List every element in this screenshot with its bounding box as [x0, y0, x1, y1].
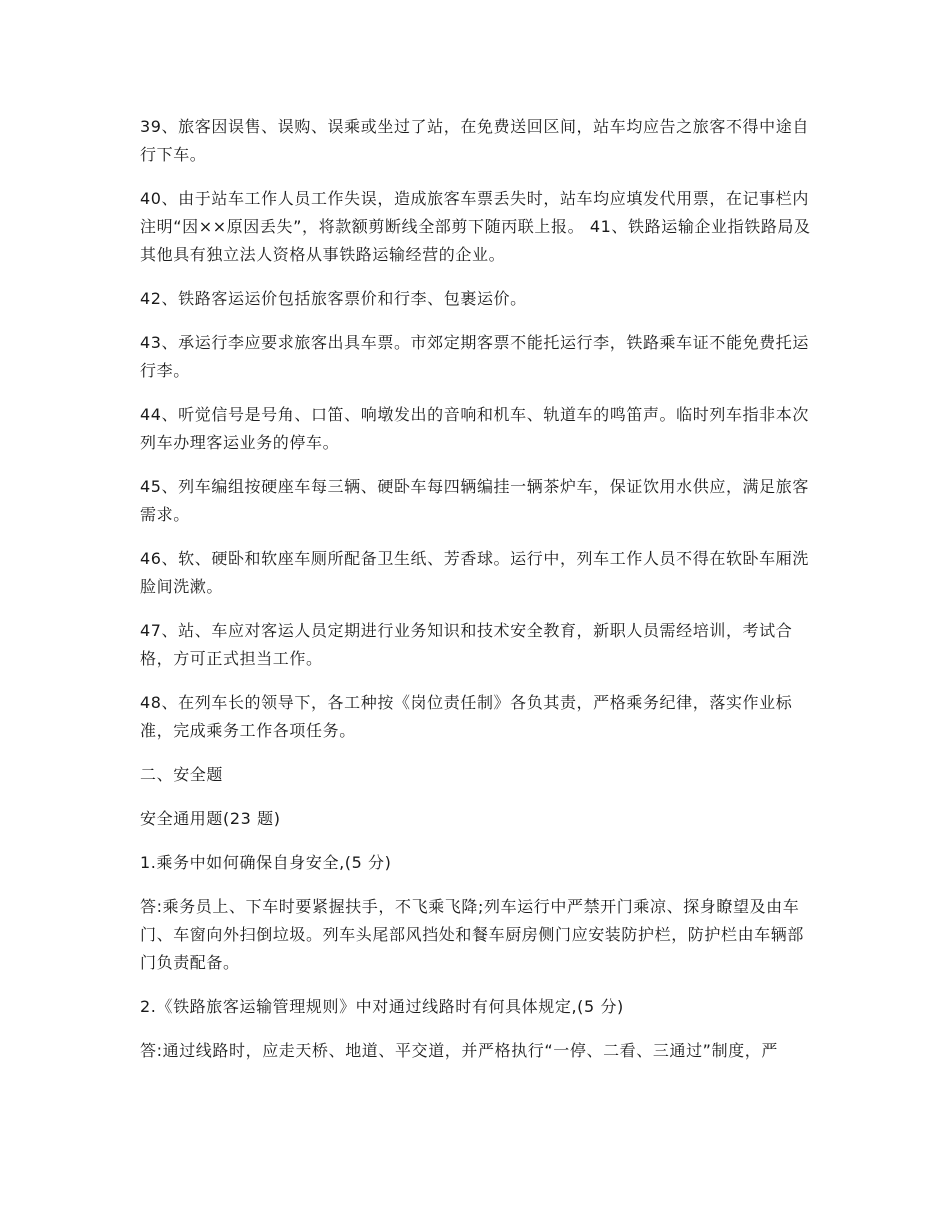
paragraph-43: 43、承运行李应要求旅客出具车票。市郊定期客票不能托运行李，铁路乘车证不能免费托运行李。	[140, 333, 809, 380]
paragraph-47: 47、站、车应对客运人员定期进行业务知识和技术安全教育，新职人员需经培训，考试合格，方可正式担当工作。	[140, 621, 793, 668]
paragraph-40-41: 40、由于站车工作人员工作失误，造成旅客车票丢失时，站车均应填发代用票，在记事栏内注明“因××原因丢失”，将款额剪断线全部剪下随丙联上报。 41、铁路运输企业指铁路局及其他具有独立法人资格从事铁路运输经营的企业。	[140, 189, 811, 264]
paragraph-44: 44、听觉信号是号角、口笛、响墩发出的音响和机车、轨道车的鸣笛声。临时列车指非本次列车办理客运业务的停车。	[140, 405, 809, 452]
question-2: 2.《铁路旅客运输管理规则》中对通过线路时有何具体规定,(5 分)	[140, 997, 624, 1016]
paragraph-45: 45、列车编组按硬座车每三辆、硬卧车每四辆编挂一辆茶炉车，保证饮用水供应，满足旅客需求。	[140, 477, 809, 524]
paragraph-39: 39、旅客因误售、误购、误乘或坐过了站，在免费送回区间，站车均应告之旅客不得中途自行下车。	[140, 117, 809, 164]
section-heading-safety: 二、安全题	[140, 765, 224, 784]
question-1: 1.乘务中如何确保自身安全,(5 分)	[140, 853, 392, 872]
answer-2: 答:通过线路时，应走天桥、地道、平交道，并严格执行“一停、二看、三通过”制度，严	[140, 1041, 778, 1060]
paragraph-48: 48、在列车长的领导下，各工种按《岗位责任制》各负其责，严格乘务纪律，落实作业标准，完成乘务工作各项任务。	[140, 693, 793, 740]
subsection-heading-general-safety: 安全通用题(23 题)	[140, 809, 281, 828]
paragraph-46: 46、软、硬卧和软座车厕所配备卫生纸、芳香球。运行中，列车工作人员不得在软卧车厢洗脸间洗漱。	[140, 549, 809, 596]
paragraph-42: 42、铁路客运运价包括旅客票价和行李、包裹运价。	[140, 289, 527, 308]
answer-1: 答:乘务员上、下车时要紧握扶手，不飞乘飞降;列车运行中严禁开门乘凉、探身瞭望及由车门、车窗向外扫倒垃圾。列车头尾部风挡处和餐车厨房侧门应安装防护栏，防护栏由车辆部门负责配备。	[140, 897, 805, 972]
document-body	[140, 113, 815, 1081]
